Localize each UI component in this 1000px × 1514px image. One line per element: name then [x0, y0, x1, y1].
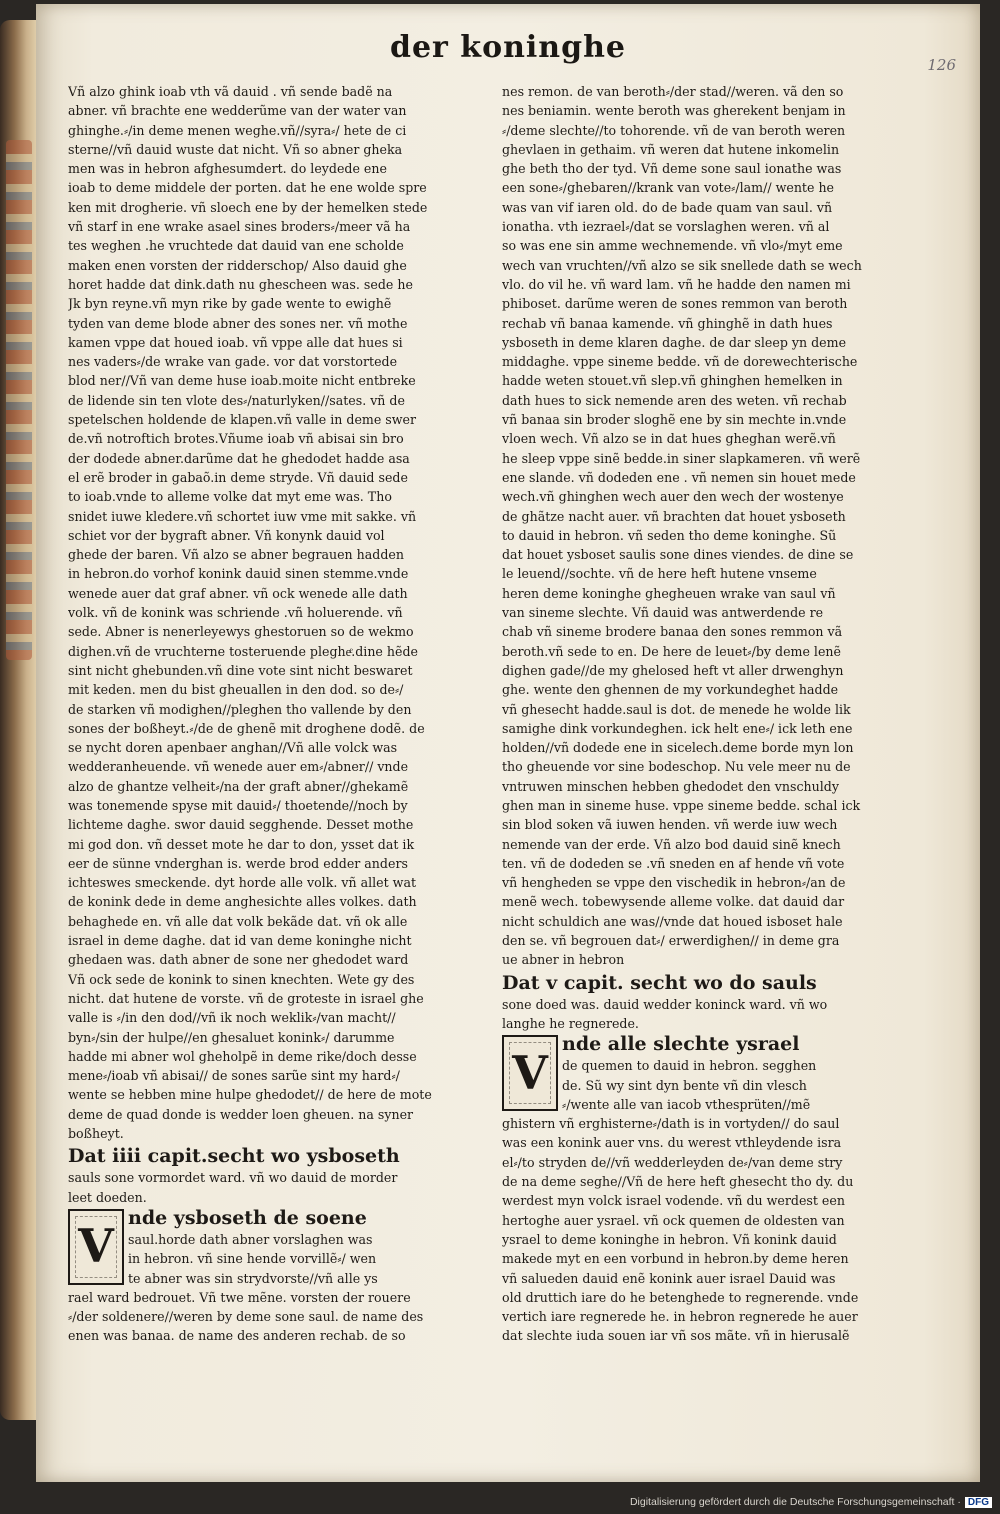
text-line: horet hadde dat dink.dath nu ghescheen was. sede he	[68, 276, 413, 292]
text-line: vñ starf in ene wrake asael sines broders⸗/meer vã ha	[68, 219, 411, 235]
right-text-block-a	[502, 82, 930, 970]
chapter-heading-5: Dat v capit. secht wo do sauls	[502, 971, 817, 994]
text-line: sauls sone vormordet ward. vñ wo dauid de morder	[68, 1170, 398, 1186]
text-line: nicht schuldich ane was//vnde dat houed isboset hale	[502, 913, 843, 929]
text-line: to dauid in hebron. vñ seden tho deme koninghe. Sũ	[502, 527, 837, 543]
footer-text: Digitalisierung gefördert durch die Deutsche Forschungsgemeinschaft ·	[629, 1496, 961, 1508]
chapter-summary-5	[502, 995, 930, 1034]
text-line: israel in deme daghe. dat id van deme koninghe nicht	[68, 933, 412, 949]
initial-indented-lines	[68, 1230, 490, 1288]
text-line: ghen man in sineme huse. vppe sineme bedde. schal ick	[502, 797, 861, 813]
text-line: de starken vñ modighen//pleghen tho vallende by den	[68, 701, 412, 717]
text-line: de ghãtze nacht auer. vñ brachten dat houet ysboseth	[502, 508, 846, 524]
text-line: blod ner//Vñ van deme huse ioab.moite nicht entbreke	[68, 373, 416, 389]
right-text-block-b	[502, 1114, 930, 1346]
text-line: to ioab.vnde to alleme volke dat myt eme was. Tho	[68, 489, 392, 505]
text-line: van sineme slechte. Vñ dauid was antwerdende re	[502, 605, 824, 621]
text-line: de lidende sin ten vlote des⸗/naturlyken//sates. vñ de	[68, 392, 405, 408]
text-line: vlo. do vil he. vñ ward lam. vñ he hadde den namen mi	[502, 276, 851, 292]
chapter-heading-4: Dat iiii capit.secht wo ysboseth	[68, 1145, 400, 1168]
text-line: sone doed was. dauid wedder koninck ward. vñ wo	[502, 996, 828, 1012]
text-line: boßheyt.	[68, 1126, 124, 1142]
text-line: makede myt en een vorbund in hebron.by deme heren	[502, 1251, 849, 1267]
text-line: sterne//vñ dauid wuste dat nicht. Vñ so abner gheka	[68, 141, 403, 157]
text-line: leet doeden.	[68, 1189, 147, 1205]
left-text-block-a	[68, 82, 490, 1143]
text-line: spetelschen holdende de klapen.vñ valle in deme swer	[68, 412, 417, 428]
text-line: volk. vñ de konink was schriende .vñ holuerende. vñ	[68, 605, 403, 621]
text-line: ghistern vñ erghisterne⸗/dath is in vortyden// do saul	[502, 1116, 840, 1132]
text-line: vntruwen minschen hebben ghedodet den vnschuldy	[502, 778, 839, 794]
text-line: valle is ⸗/in den dod//vñ ik noch weklik⸗/van macht//	[68, 1010, 396, 1026]
text-line: nes remon. de van beroth⸗/der stad//weren. vã den so	[502, 84, 844, 99]
text-line: in hebron. vñ sine hende vorvillẽ⸗/ wen	[128, 1251, 377, 1267]
text-line: old druttich iare do he betenghede to regnerende. vnde	[502, 1289, 859, 1305]
text-line: vloen wech. Vñ alzo se in dat hues gheghan werẽ.vñ	[502, 431, 836, 447]
text-line: rael ward bedrouet. Vñ twe mẽne. vorsten der rouere	[68, 1289, 411, 1305]
text-line: ghinghe.⸗/in deme menen weghe.vñ//syra⸗/ hete de ci	[68, 122, 407, 138]
text-line: el⸗/to stryden de//vñ wedderleyden de⸗/van deme stry	[502, 1154, 843, 1170]
text-line: dighen gade//de my ghelosed heft vt aller drwenghyn	[502, 662, 844, 678]
text-line: dighen.vñ de vruchterne tosteruende plegheͤ.dine hẽde	[68, 643, 418, 659]
text-line: in hebron.do vorhof konink dauid sinen stemme.vnde	[68, 566, 409, 582]
text-line: ⸗/der soldenere//weren by deme sone saul. de name des	[68, 1309, 424, 1325]
text-line: lichteme daghe. swor dauid segghende. Desset mothe	[68, 817, 414, 833]
text-line: ghe beth tho der tyd. Vñ deme sone saul ionathe was	[502, 161, 842, 177]
text-line: werdest myn volck israel vodende. vñ du werdest een	[502, 1193, 845, 1209]
text-line: eer de sünne vnderghan is. werde brod edder anders	[68, 855, 408, 871]
text-line: hertoghe auer ysrael. vñ ock quemen de oldesten van	[502, 1212, 845, 1228]
text-line: ysrael to deme koninghe in hebron. Vñ konink dauid	[502, 1231, 837, 1247]
text-line: de konink dede in deme anghesichte alles volkes. dath	[68, 894, 417, 910]
text-line: wente se hebben mine hulpe ghedodet// de here de mote	[68, 1087, 432, 1103]
text-line: ene slande. vñ dodeden ene . vñ nemen sin houet mede	[502, 469, 856, 485]
text-line: Jk byn reyne.vñ myn rike by gade wente to ewighẽ	[68, 296, 392, 312]
text-line: chab vñ sineme brodere banaa den sones remmon vã	[502, 624, 843, 640]
text-line: phiboset. darũme weren de sones remmon van beroth	[502, 296, 848, 312]
left-column	[68, 82, 490, 1346]
text-line: was van vif iaren old. do de bade quam van saul. vñ	[502, 199, 833, 215]
text-line: ioab to deme middele der porten. dat he ene wolde spre	[68, 180, 427, 196]
text-line: tho gheuende vor sine bodeschop. Nu vele meer nu de	[502, 759, 851, 775]
initial-block-5	[502, 1033, 930, 1114]
text-line: abner. vñ brachte ene wedderũme van der water van	[68, 103, 407, 119]
text-line: der dodede abner.darũme dat he ghedodet hadde asa	[68, 450, 410, 466]
text-line: ghevlaen in gethaim. vñ weren dat hutene inkomelin	[502, 141, 840, 157]
text-line: langhe he regnerede.	[502, 1015, 639, 1031]
text-line: dath hues to sick nemende aren des weten. vñ rechab	[502, 392, 847, 408]
text-line: vñ hengheden se vppe den vischedik in hebron⸗/an de	[502, 875, 846, 891]
folio-number: 126	[927, 56, 956, 74]
text-line: de.vñ notroftich brotes.Vñume ioab vñ abisai sin bro	[68, 431, 404, 447]
text-line: samighe dink vorkundeghen. ick helt ene⸗/ ick leth ene	[502, 720, 853, 736]
text-line: dat houet ysboset saulis sone dines viendes. de dine se	[502, 547, 854, 563]
text-line: so was ene sin amme wechnemende. vñ vlo⸗/myt eme	[502, 238, 843, 254]
initial-lead-text: nde ysboseth de soene	[128, 1206, 367, 1229]
text-line: ysboseth in deme klaren daghe. de dar sleep yn deme	[502, 334, 847, 350]
text-line: behaghede en. vñ alle dat volk bekãde dat. vñ ok alle	[68, 913, 408, 929]
left-text-block-b	[68, 1288, 490, 1346]
book-page	[36, 4, 980, 1482]
initial-lead-text: nde alle slechte ysrael	[562, 1033, 800, 1056]
text-line: vertich iare regnerede he. in hebron regnerede he auer	[502, 1309, 858, 1325]
text-line: kamen vppe dat houed ioab. vñ vppe alle dat hues si	[68, 334, 403, 350]
initial-block-4	[68, 1207, 490, 1288]
text-line: Vñ alzo ghink ioab vth vã dauid . vñ sende badẽ na	[68, 84, 393, 99]
decorated-initial-4: V	[68, 1209, 124, 1285]
text-line: vñ banaa sin broder sloghẽ ene by sin mechte in.vnde	[502, 412, 847, 428]
text-line: ue abner in hebron	[502, 952, 625, 968]
text-line: saul.horde dath abner vorslaghen was	[128, 1231, 373, 1247]
text-line: nes vaders⸗/de wrake van gade. vor dat vorstortede	[68, 354, 398, 370]
text-line: vñ ghesecht hadde.saul is dot. de menede he wolde lik	[502, 701, 851, 717]
text-line: mit keden. men du bist gheuallen in den dod. so de⸗/	[68, 682, 404, 698]
text-line: byn⸗/sin der hulpe//en ghesaluet konink⸗/ darumme	[68, 1029, 395, 1045]
text-line: menẽ wech. tobewysende alleme volke. dat dauid dar	[502, 894, 845, 910]
text-line: den se. vñ begrouen dat⸗/ erwerdighen// in deme gra	[502, 933, 840, 949]
text-line: ken mit drogherie. vñ sloech ene by der hemelken stede	[68, 199, 428, 215]
text-line: was tonemende spyse mit dauid⸗/ thoetende//noch by	[68, 797, 408, 813]
text-line: ten. vñ de dodeden se .vñ sneden en af hende vñ vote	[502, 855, 845, 871]
decorated-initial-5: V	[502, 1035, 558, 1111]
text-line: ichteswes smeckende. dyt horde alle volk. vñ allet wat	[68, 875, 417, 891]
text-line: sin blod soken vã iuwen henden. vñ werde iuw wech	[502, 817, 838, 833]
text-line: deme de quad donde is wedder loen gheuen. na syner	[68, 1106, 414, 1122]
text-line: wedderanheuende. vñ wenede auer em⸗/abner// vnde	[68, 759, 409, 775]
text-line: alzo de ghantze velheit⸗/na der graft abner//ghekamẽ	[68, 778, 409, 794]
initial-indented-lines	[502, 1056, 930, 1114]
text-line: rechab vñ banaa kamende. vñ ghinghẽ in dath hues	[502, 315, 833, 331]
text-line: maken enen vorsten der ridderschop/ Also dauid ghe	[68, 257, 407, 273]
running-head: der koninghe	[389, 30, 626, 65]
text-line: de quemen to dauid in hebron. segghen	[562, 1058, 817, 1074]
funding-footer	[630, 1496, 992, 1508]
text-line: nes beniamin. wente beroth was gherekent benjam in	[502, 103, 846, 119]
text-line: dat slechte iuda souen iar vñ sos mãte. vñ in hierusalẽ	[502, 1328, 850, 1344]
text-line: wech van vruchten//vñ alzo se sik snellede dath se wech	[502, 257, 862, 273]
text-line: men was in hebron afghesumdert. do leydede ene	[68, 161, 387, 177]
text-line: te abner was sin strydvorste//vñ alle ys	[128, 1270, 378, 1286]
text-line: mi god don. vñ desset mote he dar to don, ysset dat ik	[68, 836, 415, 852]
text-line: ⸗/wente alle van iacob vthesprüten//mẽ	[562, 1096, 811, 1112]
dfg-logo: DFG	[965, 1497, 992, 1508]
text-line: nicht. dat hutene de vorste. vñ de groteste in israel ghe	[68, 990, 424, 1006]
text-line: vñ salueden dauid enẽ konink auer israel Dauid was	[502, 1270, 836, 1286]
text-line: Vñ ock sede de konink to sinen knechten. Wete gy des	[68, 971, 415, 987]
text-line: middaghe. vppe sineme bedde. vñ de dorewechterische	[502, 354, 858, 370]
text-line: ghedaen was. dath abner de sone ner ghedodet ward	[68, 952, 409, 968]
text-line: se nycht doren apenbaer anghan//Vñ alle volck was	[68, 740, 398, 756]
text-line: tes weghen .he vruchtede dat dauid van ene scholde	[68, 238, 404, 254]
text-line: sones der boßheyt.⸗/de de ghenẽ mit droghene dodẽ. de	[68, 720, 425, 736]
text-line: ghe. wente den ghennen de my vorkundeghet hadde	[502, 682, 839, 698]
text-line: wech.vñ ghinghen wech auer den wech der wostenye	[502, 489, 844, 505]
text-line: ghede der baren. Vñ alzo se abner begrauen hadden	[68, 547, 404, 563]
adjacent-page-illustration	[6, 140, 32, 660]
text-line: de. Sũ wy sint dyn bente vñ din vlesch	[562, 1077, 807, 1093]
text-line: ⸗/deme slechte//to tohorende. vñ de van beroth weren	[502, 122, 846, 138]
text-line: sede. Abner is nenerleyewys ghestoruen so de wekmo	[68, 624, 414, 640]
text-line: een sone⸗/ghebaren//krank van vote⸗/lam// wente he	[502, 180, 835, 196]
text-line: mene⸗/ioab vñ abisai// de sones sarũe sint my hard⸗/	[68, 1068, 400, 1084]
text-line: enen was banaa. de name des anderen rechab. de so	[68, 1328, 406, 1344]
text-line: snidet iuwe kledere.vñ schortet iuw vme mit sakke. vñ	[68, 508, 417, 524]
chapter-summary-4	[68, 1168, 490, 1207]
text-line: tyden van deme blode abner des sones ner. vñ mothe	[68, 315, 408, 331]
text-line: holden//vñ dodede ene in sicelech.deme borde myn lon	[502, 740, 854, 756]
text-line: wenede auer dat graf abner. vñ ock wenede alle dath	[68, 585, 408, 601]
text-line: sint nicht ghebunden.vñ dine vote sint nicht beswaret	[68, 662, 413, 678]
right-column	[502, 82, 930, 1346]
text-line: he sleep vppe sinẽ bedde.in siner slapkameren. vñ werẽ	[502, 450, 861, 466]
text-line: ionatha. vth iezrael⸗/dat se vorslaghen weren. vñ al	[502, 219, 830, 235]
text-line: schiet vor der bygraft abner. Vñ konynk dauid vol	[68, 527, 385, 543]
text-line: beroth.vñ sede to en. De here de leuet⸗/by deme lenẽ	[502, 643, 841, 659]
text-line: de na deme seghe//Vñ de here heft ghesecht tho dy. du	[502, 1174, 854, 1190]
text-line: hadde mi abner wol gheholpẽ in deme rike/doch desse	[68, 1048, 417, 1064]
text-line: el erẽ broder in gabaõ.in deme stryde. Vñ dauid sede	[68, 469, 408, 485]
text-line: le leuend//sochte. vñ de here heft hutene vnseme	[502, 566, 817, 582]
text-line: hadde weten stouet.vñ slep.vñ ghinghen hemelken in	[502, 373, 843, 389]
text-line: was een konink auer vns. du werest vthleydende isra	[502, 1135, 842, 1151]
text-line: nemende van der erde. Vñ alzo bod dauid sinẽ knech	[502, 836, 841, 852]
text-line: heren deme koninghe ghegheuen wrake van saul vñ	[502, 585, 836, 601]
